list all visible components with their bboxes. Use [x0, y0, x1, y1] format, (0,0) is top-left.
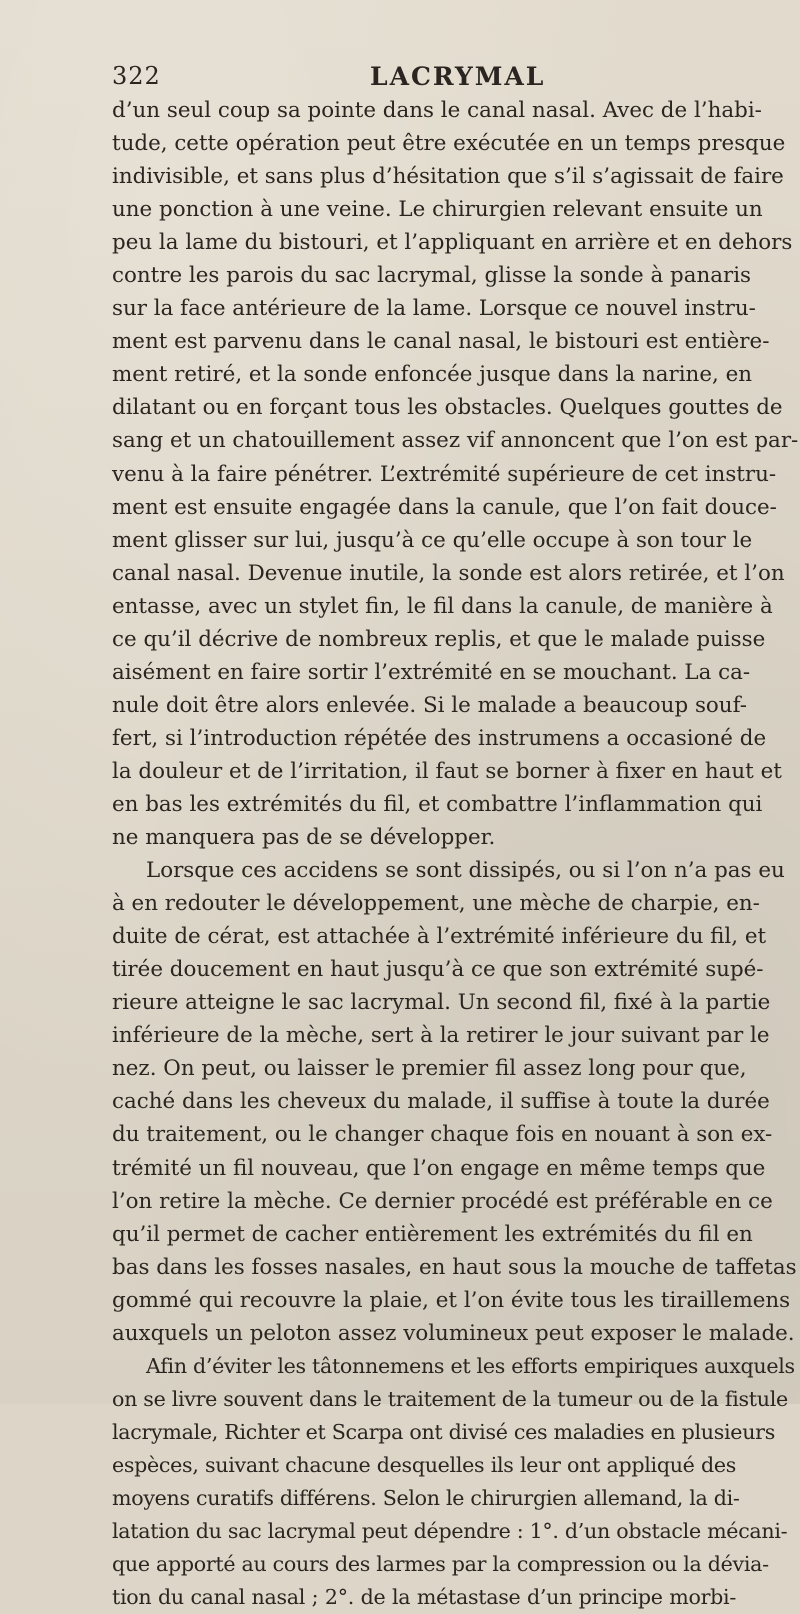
text-line: sur la face antérieure de la lame. Lorsque ce nouvel instru-: [112, 296, 756, 322]
text-line: nule doit être alors enlevée. Si le malade a beaucoup souf-: [112, 692, 747, 718]
text-line: ment est ensuite engagée dans la canule, que l’on fait douce-: [112, 494, 777, 520]
text-line: caché dans les cheveux du malade, il suffise à toute la durée: [112, 1089, 770, 1115]
running-title: LACRYMAL: [370, 62, 546, 91]
text-line: latation du sac lacrymal peut dépendre : 1°. d’un obstacle mécani-: [112, 1519, 788, 1544]
text-line: moyens curatifs différens. Selon le chirurgien allemand, la di-: [112, 1485, 740, 1510]
text-line: aisément en faire sortir l’extrémité en se mouchant. La ca-: [112, 659, 751, 685]
text-line: espèces, suivant chacune desquelles ils leur ont appliqué des: [112, 1452, 736, 1477]
text-line: en bas les extrémités du fil, et combattre l’inflammation qui: [112, 791, 763, 817]
body-text: [112, 94, 799, 1614]
text-line: nez. On peut, ou laisser le premier fil assez long pour que,: [112, 1056, 747, 1082]
text-line: canal nasal. Devenue inutile, la sonde est alors retirée, et l’on: [112, 560, 785, 586]
page-number: 322: [112, 62, 161, 90]
text-line: ce qu’il décrive de nombreux replis, et que le malade puisse: [112, 626, 766, 652]
text-line: duite de cérat, est attachée à l’extrémité inférieure du fil, et: [112, 924, 767, 950]
text-line: dilatant ou en forçant tous les obstacles. Quelques gouttes de: [112, 395, 783, 421]
text-line: à en redouter le développement, une mèche de charpie, en-: [112, 891, 760, 917]
text-line: l’on retire la mèche. Ce dernier procédé est préférable en ce: [112, 1188, 773, 1214]
text-line-paragraph-start: Lorsque ces accidens se sont dissipés, ou si l’on n’a pas eu: [146, 858, 785, 884]
text-line-paragraph-end: ne manquera pas de se développer.: [112, 825, 496, 851]
text-line-paragraph-start: Afin d’éviter les tâtonnemens et les efforts empiriques auxquels: [146, 1353, 795, 1378]
text-line: sang et un chatouillement assez vif annoncent que l’on est par-: [112, 428, 799, 454]
text-line: d’un seul coup sa pointe dans le canal nasal. Avec de l’habi-: [112, 98, 762, 123]
text-line: entasse, avec un stylet fin, le fil dans la canule, de manière à: [112, 593, 773, 619]
text-line: rieure atteigne le sac lacrymal. Un second fil, fixé à la partie: [112, 990, 771, 1016]
text-line: la douleur et de l’irritation, il faut se borner à fixer en haut et: [112, 758, 782, 784]
text-line: peu la lame du bistouri, et l’appliquant en arrière et en dehors: [112, 230, 793, 256]
text-line: du traitement, ou le changer chaque fois en nouant à son ex-: [112, 1122, 773, 1148]
text-line: tion du canal nasal ; 2°. de la métastase d’un principe morbi-: [112, 1585, 736, 1610]
text-line: ment est parvenu dans le canal nasal, le bistouri est entière-: [112, 329, 770, 355]
text-line: tirée doucement en haut jusqu’à ce que son extrémité supé-: [112, 957, 764, 983]
text-line: qu’il permet de cacher entièrement les extrémités du fil en: [112, 1221, 753, 1247]
page-header: [112, 62, 732, 98]
text-line-paragraph-end: auxquels un peloton assez volumineux peut exposer le malade.: [112, 1320, 795, 1346]
text-line: une ponction à une veine. Le chirurgien relevant ensuite un: [112, 197, 763, 223]
text-line: indivisible, et sans plus d’hésitation que s’il s’agissait de faire: [112, 164, 784, 190]
text-line: gommé qui recouvre la plaie, et l’on évite tous les tiraillemens: [112, 1287, 791, 1313]
text-line: fert, si l’introduction répétée des instrumens a occasioné de: [112, 725, 767, 751]
text-line: que apporté au cours des larmes par la compression ou la dévia-: [112, 1552, 769, 1577]
text-line: contre les parois du sac lacrymal, glisse la sonde à panaris: [112, 263, 752, 289]
text-line: bas dans les fosses nasales, en haut sous la mouche de taffetas: [112, 1254, 797, 1280]
text-line: trémité un fil nouveau, que l’on engage en même temps que: [112, 1155, 766, 1181]
text-line: tude, cette opération peut être exécutée en un temps presque: [112, 131, 786, 157]
text-line: ment retiré, et la sonde enfoncée jusque dans la narine, en: [112, 362, 753, 388]
text-line: on se livre souvent dans le traitement de la tumeur ou de la fistule: [112, 1386, 788, 1411]
text-line: lacrymale, Richter et Scarpa ont divisé ces maladies en plusieurs: [112, 1419, 775, 1444]
text-line: ment glisser sur lui, jusqu’à ce qu’elle occupe à son tour le: [112, 527, 753, 553]
text-line: venu à la faire pénétrer. L’extrémité supérieure de cet instru-: [112, 461, 777, 487]
text-line: inférieure de la mèche, sert à la retirer le jour suivant par le: [112, 1023, 770, 1049]
